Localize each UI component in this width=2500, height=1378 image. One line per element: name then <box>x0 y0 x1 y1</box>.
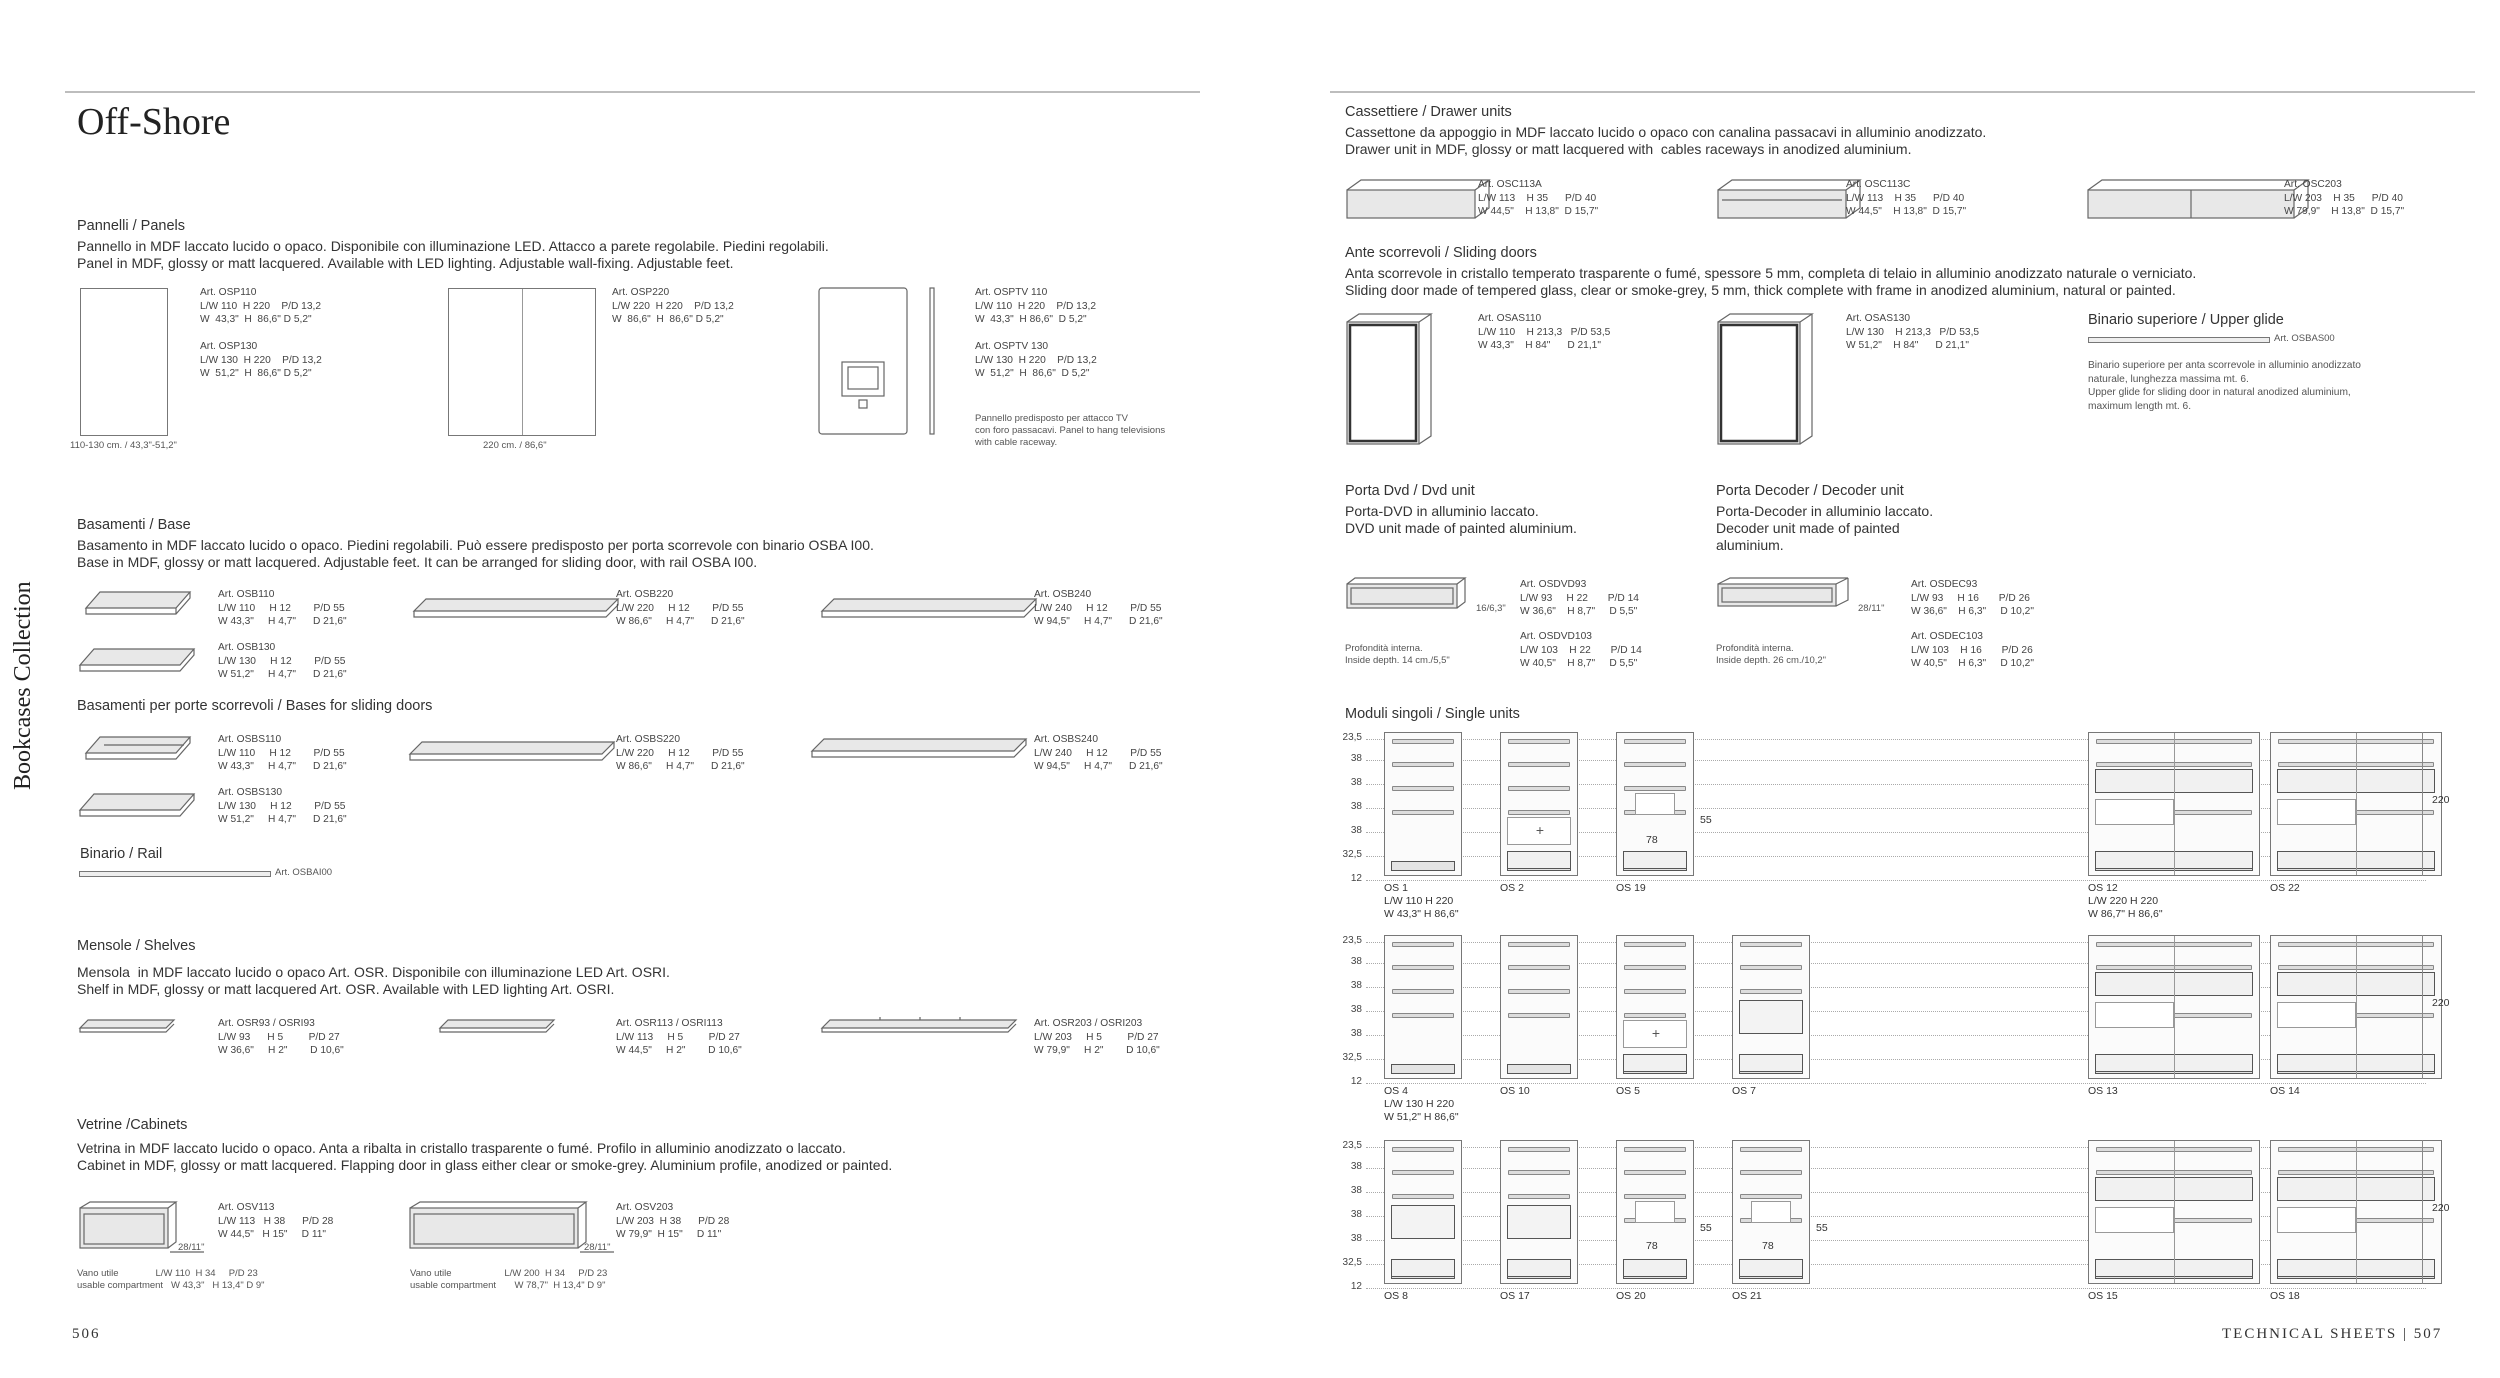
unit-cabinet-door <box>2095 1207 2174 1233</box>
unit-shelf <box>1508 1194 1570 1199</box>
unit-label: OS 5 <box>1616 1085 1640 1097</box>
height-dim-line <box>2422 732 2423 876</box>
grid-dimension-label: 38 <box>1350 1233 1362 1244</box>
hinge-icon: + <box>1651 1025 1661 1041</box>
single-unit <box>1500 1140 1578 1284</box>
hinge-icon: + <box>1535 822 1545 838</box>
unit-shelf <box>1624 942 1686 947</box>
decoder-depth-dim: 28/11" <box>1858 603 1885 614</box>
decoder-note: Profondità interna. Inside depth. 26 cm./10,2" <box>1716 643 1827 666</box>
sliding-base-spec-1: Art. OSBS110 L/W 110 H 12 P/D 55 W 43,3" H 4,7" D 21,6" <box>218 734 347 772</box>
sliding-base-spec-2: Art. OSBS220 L/W 220 H 12 P/D 55 W 86,6" H 4,7" D 21,6" <box>616 734 745 772</box>
base-spec-4: Art. OSB130 L/W 130 H 12 P/D 55 W 51,2" H 4,7" D 21,6" <box>218 642 347 680</box>
unit-label: OS 13 <box>2088 1085 2118 1097</box>
unit-drawer <box>1623 851 1687 869</box>
sliding-bases-heading: Basamenti per porte scorrevoli / Bases for sliding doors <box>77 698 433 714</box>
single-unit <box>1616 732 1694 876</box>
single-unit <box>2270 935 2442 1079</box>
rail-heading: Binario / Rail <box>80 846 163 862</box>
glide-heading: Binario superiore / Upper glide <box>2088 312 2284 328</box>
grid-dimension-label: 38 <box>1350 1028 1362 1039</box>
unit-shelf <box>1392 1013 1454 1018</box>
unit-cabinet <box>1739 1000 1803 1034</box>
shelf-osr113-drawing <box>438 1018 558 1036</box>
unit-shelf <box>1392 1147 1454 1152</box>
cabinet-depth-2: 28/11" <box>584 1242 611 1253</box>
rail-drawing <box>79 871 271 877</box>
unit-label: OS 10 <box>1500 1085 1530 1097</box>
door-osas130-drawing <box>1716 312 1816 448</box>
unit-label: OS 12 L/W 220 H 220 W 86,7" H 86,6" <box>2088 882 2163 920</box>
sliding-base-spec-4: Art. OSBS130 L/W 130 H 12 P/D 55 W 51,2" H 4,7" D 21,6" <box>218 787 347 825</box>
unit-label: OS 18 <box>2270 1290 2300 1302</box>
unit-cabinet-door <box>2277 1002 2356 1028</box>
drawer-spec-2: Art. OSC113C L/W 113 H 35 P/D 40 W 44,5" H 13,8" D 15,7" <box>1846 179 1967 217</box>
unit-label: OS 22 <box>2270 882 2300 894</box>
grid-dimension-label: 38 <box>1350 1209 1362 1220</box>
shelf-spec-2: Art. OSR113 / OSRI113 L/W 113 H 5 P/D 27 W 44,5" H 2" D 10,6" <box>616 1018 742 1056</box>
panel-dim-2: 220 cm. / 86,6" <box>483 440 547 451</box>
shelf-osr203-drawing <box>820 1018 1020 1036</box>
grid-dimension-label: 38 <box>1350 825 1362 836</box>
height-dim-line <box>2422 1140 2423 1284</box>
base-osbs240-drawing <box>810 737 1030 761</box>
singles-heading: Moduli singoli / Single units <box>1345 706 1520 722</box>
single-unit <box>1500 732 1578 876</box>
glide-art: Art. OSBAS00 <box>2274 333 2335 344</box>
unit-shelf <box>1508 1170 1570 1175</box>
top-rule-left <box>65 91 1200 93</box>
unit-shelf <box>1624 1013 1686 1018</box>
unit-shelf <box>1624 786 1686 791</box>
panel-spec-1: Art. OSP110 L/W 110 H 220 P/D 13,2 W 43,3" H 86,6" D 5,2" Art. OSP130 L/W 130 H 220 P/D 13,2 W 51,2" H 86,6" D 5,2" <box>200 287 322 379</box>
grid-dimension-label: 38 <box>1350 753 1362 764</box>
unit-label: OS 2 <box>1500 882 1524 894</box>
unit-label: OS 4 L/W 130 H 220 W 51,2" H 86,6" <box>1384 1085 1459 1123</box>
single-unit <box>2270 732 2442 876</box>
base-osb130-drawing <box>78 647 198 675</box>
unit-shelf <box>1508 1147 1570 1152</box>
unit-cabinet-door <box>2095 799 2174 825</box>
unit-shelf <box>1740 1194 1802 1199</box>
decoder-heading: Porta Decoder / Decoder unit <box>1716 483 1904 499</box>
single-unit <box>2088 1140 2260 1284</box>
shelf-osr93-drawing <box>78 1018 178 1036</box>
unit-shelf <box>1624 989 1686 994</box>
bases-heading: Basamenti / Base <box>77 517 191 533</box>
door-osas110-drawing <box>1345 312 1435 448</box>
glide-description: Binario superiore per anta scorrevole in alluminio anodizzato naturale, lunghezza massima mt. 6. Upper glide for sliding door in natural anodized aluminium, maximum length mt. 6. <box>2088 360 2361 412</box>
height-dim-label: 220 <box>2432 1202 2450 1214</box>
unit-label: OS 8 <box>1384 1290 1408 1302</box>
unit-shelf <box>1740 965 1802 970</box>
single-unit <box>1384 935 1462 1079</box>
shelves-heading: Mensole / Shelves <box>77 938 196 954</box>
width-dim-label: 78 <box>1646 1240 1658 1252</box>
drawer-osc113a-drawing <box>1345 178 1495 222</box>
unit-base <box>1391 1064 1455 1074</box>
single-unit <box>2088 732 2260 876</box>
base-osb220-drawing <box>412 597 622 621</box>
dvd-heading: Porta Dvd / Dvd unit <box>1345 483 1475 499</box>
base-osbs110-drawing <box>84 735 194 763</box>
unit-shelf <box>1392 942 1454 947</box>
base-osbs130-drawing <box>78 792 198 820</box>
dvd-spec-2: Art. OSDVD103 L/W 103 H 22 P/D 14 W 40,5" H 8,7" D 5,5" <box>1520 631 1642 669</box>
width-dim-label: 78 <box>1646 834 1658 846</box>
unit-shelf <box>1508 810 1570 815</box>
dvd-description: Porta-DVD in alluminio laccato. DVD unit made of painted aluminium. <box>1345 503 1577 536</box>
unit-divider <box>2356 1141 2357 1283</box>
grid-dimension-label: 32,5 <box>1342 849 1362 860</box>
height-dim-label-55: 55 <box>1700 1222 1712 1234</box>
unit-base <box>1507 1064 1571 1074</box>
unit-drawer <box>1739 1259 1803 1277</box>
unit-label: OS 14 <box>2270 1085 2300 1097</box>
height-dim-label: 220 <box>2432 997 2450 1009</box>
grid-dimension-label: 38 <box>1350 1161 1362 1172</box>
panel-tv-note: Pannello predisposto per attacco TV con foro passacavi. Panel to hang televisions with cable raceway. <box>975 413 1166 448</box>
cabinets-description: Vetrina in MDF laccato lucido o opaco. Anta a ribalta in cristallo trasparente o fumé. Profilo in alluminio anodizzato o laccato. Cabinet in MDF, glossy or matt lacquered. Flapping door in glass either clear or smoke-grey. Aluminium profile, anodized or painted. <box>77 1140 893 1173</box>
unit-label: OS 19 <box>1616 882 1646 894</box>
cabinets-heading: Vetrine /Cabinets <box>77 1117 188 1133</box>
grid-dimension-label: 38 <box>1350 777 1362 788</box>
unit-cabinet <box>1391 1205 1455 1239</box>
doors-heading: Ante scorrevoli / Sliding doors <box>1345 245 1537 261</box>
grid-dimension-label: 32,5 <box>1342 1257 1362 1268</box>
single-unit <box>1384 1140 1462 1284</box>
unit-label: OS 21 <box>1732 1290 1762 1302</box>
unit-drawer <box>1391 1259 1455 1277</box>
base-osb110-drawing <box>84 590 194 618</box>
drawers-heading: Cassettiere / Drawer units <box>1345 104 1512 120</box>
single-unit <box>1616 935 1694 1079</box>
grid-dimension-label: 38 <box>1350 1004 1362 1015</box>
unit-shelf <box>1740 989 1802 994</box>
dvd-depth-dim: 16/6,3" <box>1476 603 1506 614</box>
unit-shelf <box>1624 739 1686 744</box>
width-dim-label: 78 <box>1762 1240 1774 1252</box>
unit-base <box>1391 861 1455 871</box>
panel-tv-drawing <box>818 286 938 438</box>
page-title: Off-Shore <box>77 101 231 143</box>
unit-tv-slot <box>1635 793 1675 815</box>
unit-shelf <box>1624 762 1686 767</box>
decoder-spec-1: Art. OSDEC93 L/W 93 H 16 P/D 26 W 36,6" H 6,3" D 10,2" <box>1911 579 2034 617</box>
height-dim-label: 220 <box>2432 794 2450 806</box>
grid-dimension-label: 23,5 <box>1342 1140 1362 1151</box>
grid-dimension-label: 12 <box>1350 873 1362 884</box>
glide-drawing <box>2088 337 2270 343</box>
bases-description: Basamento in MDF laccato lucido o opaco. Piedini regolabili. Può essere predisposto per porta scorrevole con binario OSBA I00. Base in MDF, glossy or matt lacquered. Adjustable feet. It can be arranged for sliding door, with rail OSBA I00. <box>77 537 874 570</box>
unit-shelf <box>1392 989 1454 994</box>
unit-shelf <box>1508 762 1570 767</box>
panel-osp220-drawing <box>448 288 596 436</box>
unit-shelf <box>1624 1147 1686 1152</box>
unit-shelf <box>1508 786 1570 791</box>
unit-shelf <box>1624 1194 1686 1199</box>
unit-shelf <box>1624 965 1686 970</box>
drawer-osc113c-drawing <box>1716 178 1866 222</box>
unit-shelf <box>1508 965 1570 970</box>
dvd-spec-1: Art. OSDVD93 L/W 93 H 22 P/D 14 W 36,6" H 8,7" D 5,5" <box>1520 579 1639 617</box>
single-unit <box>1616 1140 1694 1284</box>
shelf-spec-1: Art. OSR93 / OSRI93 L/W 93 H 5 P/D 27 W 36,6" H 2" D 10,6" <box>218 1018 344 1056</box>
unit-shelf <box>1740 1147 1802 1152</box>
grid-dimension-label: 38 <box>1350 1185 1362 1196</box>
unit-label: OS 20 <box>1616 1290 1646 1302</box>
cabinet-depth-1: 28/11" <box>178 1242 205 1253</box>
top-rule-right <box>1330 91 2475 93</box>
grid-dotted-line <box>1366 1083 2426 1084</box>
grid-dotted-line <box>1366 1288 2426 1289</box>
single-unit <box>2270 1140 2442 1284</box>
panel-osp110-drawing <box>80 288 168 436</box>
unit-shelf <box>1508 1013 1570 1018</box>
unit-cabinet <box>1507 1205 1571 1239</box>
unit-divider <box>2356 936 2357 1078</box>
unit-cabinet-door <box>2277 1207 2356 1233</box>
unit-label: OS 1 L/W 110 H 220 W 43,3" H 86,6" <box>1384 882 1459 920</box>
unit-drawer <box>1507 851 1571 869</box>
unit-cabinet-door <box>2095 1002 2174 1028</box>
grid-dimension-label: 38 <box>1350 801 1362 812</box>
unit-cabinet-door <box>1623 1020 1687 1048</box>
unit-cabinet-door <box>2277 799 2356 825</box>
grid-dimension-label: 12 <box>1350 1281 1362 1292</box>
base-spec-2: Art. OSB220 L/W 220 H 12 P/D 55 W 86,6" H 4,7" D 21,6" <box>616 589 745 627</box>
cabinet-spec-1: Art. OSV113 L/W 113 H 38 P/D 28 W 44,5" H 15" D 11" <box>218 1202 334 1240</box>
doors-description: Anta scorrevole in cristallo temperato trasparente o fumé, spessore 5 mm, completa di telaio in alluminio anodizzato naturale o verniciato. Sliding door made of tempered glass, clear or smoke-grey, 5 mm, thick complete with frame in anodized aluminium, natural or painted. <box>1345 265 2197 298</box>
unit-tv-slot <box>1751 1201 1791 1223</box>
grid-dimension-label: 32,5 <box>1342 1052 1362 1063</box>
unit-drawer <box>1507 1259 1571 1277</box>
unit-shelf <box>1508 739 1570 744</box>
unit-drawer <box>1623 1054 1687 1072</box>
grid-dimension-label: 38 <box>1350 956 1362 967</box>
panel-dim-1: 110-130 cm. / 43,3"-51,2" <box>70 440 177 451</box>
unit-shelf <box>1392 1194 1454 1199</box>
cabinet-usable-1: Vano utile L/W 110 H 34 P/D 23 usable compartment W 43,3" H 13,4" D 9" <box>77 1268 265 1291</box>
single-unit <box>1732 935 1810 1079</box>
height-dim-line <box>2422 935 2423 1079</box>
unit-shelf <box>1508 942 1570 947</box>
panels-description: Pannello in MDF laccato lucido o opaco. Disponibile con illuminazione LED. Attacco a parete regolabile. Piedini regolabili. Panel in MDF, glossy or matt lacquered. Available with LED lighting. Adjustable wall-fixing. Adjustable feet. <box>77 238 829 271</box>
single-unit <box>1500 935 1578 1079</box>
drawers-description: Cassettone da appoggio in MDF laccato lucido o opaco con canalina passacavi in alluminio anodizzato. Drawer unit in MDF, glossy or matt lacquered with cables raceways in anodized aluminium. <box>1345 124 1987 157</box>
grid-dotted-line <box>1366 880 2426 881</box>
base-spec-1: Art. OSB110 L/W 110 H 12 P/D 55 W 43,3" H 4,7" D 21,6" <box>218 589 347 627</box>
door-spec-1: Art. OSAS110 L/W 110 H 213,3 P/D 53,5 W 43,3" H 84" D 21,1" <box>1478 313 1611 351</box>
base-osb240-drawing <box>820 597 1040 621</box>
shelf-spec-3: Art. OSR203 / OSRI203 L/W 203 H 5 P/D 27 W 79,9" H 2" D 10,6" <box>1034 1018 1160 1056</box>
unit-shelf <box>1508 989 1570 994</box>
unit-shelf <box>1624 1170 1686 1175</box>
single-unit <box>1732 1140 1810 1284</box>
unit-shelf <box>1392 1170 1454 1175</box>
grid-dimension-label: 12 <box>1350 1076 1362 1087</box>
unit-shelf <box>1392 965 1454 970</box>
drawer-spec-1: Art. OSC113A L/W 113 H 35 P/D 40 W 44,5" H 13,8" D 15,7" <box>1478 179 1599 217</box>
single-unit <box>2088 935 2260 1079</box>
sliding-base-spec-3: Art. OSBS240 L/W 240 H 12 P/D 55 W 94,5" H 4,7" D 21,6" <box>1034 734 1163 772</box>
base-osbs220-drawing <box>408 740 618 764</box>
shelves-description: Mensola in MDF laccato lucido o opaco Art. OSR. Disponibile con illuminazione LED Art. OSRI. Shelf in MDF, glossy or matt lacquered Art. OSR. Available with LED lighting Art. OSRI. <box>77 964 670 997</box>
unit-label: OS 17 <box>1500 1290 1530 1302</box>
drawer-osc203-drawing <box>2086 178 2312 222</box>
height-dim-label-55: 55 <box>1816 1222 1828 1234</box>
base-spec-3: Art. OSB240 L/W 240 H 12 P/D 55 W 94,5" H 4,7" D 21,6" <box>1034 589 1163 627</box>
unit-shelf <box>1392 739 1454 744</box>
unit-shelf <box>1392 810 1454 815</box>
height-dim-label-55: 55 <box>1700 814 1712 826</box>
dvd-note: Profondità interna. Inside depth. 14 cm./5,5" <box>1345 643 1450 666</box>
unit-shelf <box>1392 786 1454 791</box>
unit-drawer <box>1739 1054 1803 1072</box>
unit-divider <box>2356 733 2357 875</box>
page-number-left: 506 <box>72 1326 101 1342</box>
panels-heading: Pannelli / Panels <box>77 218 186 234</box>
decoder-description: Porta-Decoder in alluminio laccato. Decoder unit made of painted aluminium. <box>1716 503 1934 553</box>
unit-tv-slot <box>1635 1201 1675 1223</box>
panel-spec-3: Art. OSPTV 110 L/W 110 H 220 P/D 13,2 W 43,3" H 86,6" D 5,2" Art. OSPTV 130 L/W 130 H 220 P/D 13,2 W 51,2" H 86,6" D 5,2" <box>975 287 1097 379</box>
unit-divider <box>2174 733 2175 875</box>
unit-label: OS 7 <box>1732 1085 1756 1097</box>
collection-vertical-label: Bookcases Collection <box>10 581 36 790</box>
door-spec-2: Art. OSAS130 L/W 130 H 213,3 P/D 53,5 W 51,2" H 84" D 21,1" <box>1846 313 1980 351</box>
unit-shelf <box>1740 1170 1802 1175</box>
grid-dimension-label: 23,5 <box>1342 935 1362 946</box>
drawer-spec-3: Art. OSC203 L/W 203 H 35 P/D 40 W 79,9" H 13,8" D 15,7" <box>2284 179 2405 217</box>
decoder-unit-drawing <box>1716 576 1856 616</box>
unit-shelf <box>1392 762 1454 767</box>
cabinet-spec-2: Art. OSV203 L/W 203 H 38 P/D 28 W 79,9" H 15" D 11" <box>616 1202 730 1240</box>
unit-divider <box>2174 936 2175 1078</box>
single-unit <box>1384 732 1462 876</box>
unit-label: OS 15 <box>2088 1290 2118 1302</box>
unit-drawer <box>1623 1259 1687 1277</box>
page-number-right: TECHNICAL SHEETS | 507 <box>2222 1326 2443 1342</box>
rail-art: Art. OSBAI00 <box>275 867 333 878</box>
unit-cabinet-door <box>1507 817 1571 845</box>
unit-shelf <box>1740 942 1802 947</box>
decoder-spec-2: Art. OSDEC103 L/W 103 H 16 P/D 26 W 40,5" H 6,3" D 10,2" <box>1911 631 2034 669</box>
dvd-unit-drawing <box>1345 576 1475 616</box>
grid-dimension-label: 38 <box>1350 980 1362 991</box>
grid-dimension-label: 23,5 <box>1342 732 1362 743</box>
cabinet-usable-2: Vano utile L/W 200 H 34 P/D 23 usable compartment W 78,7" H 13,4" D 9" <box>410 1268 608 1291</box>
unit-divider <box>2174 1141 2175 1283</box>
panel-spec-2: Art. OSP220 L/W 220 H 220 P/D 13,2 W 86,6" H 86,6" D 5,2" <box>612 287 734 325</box>
